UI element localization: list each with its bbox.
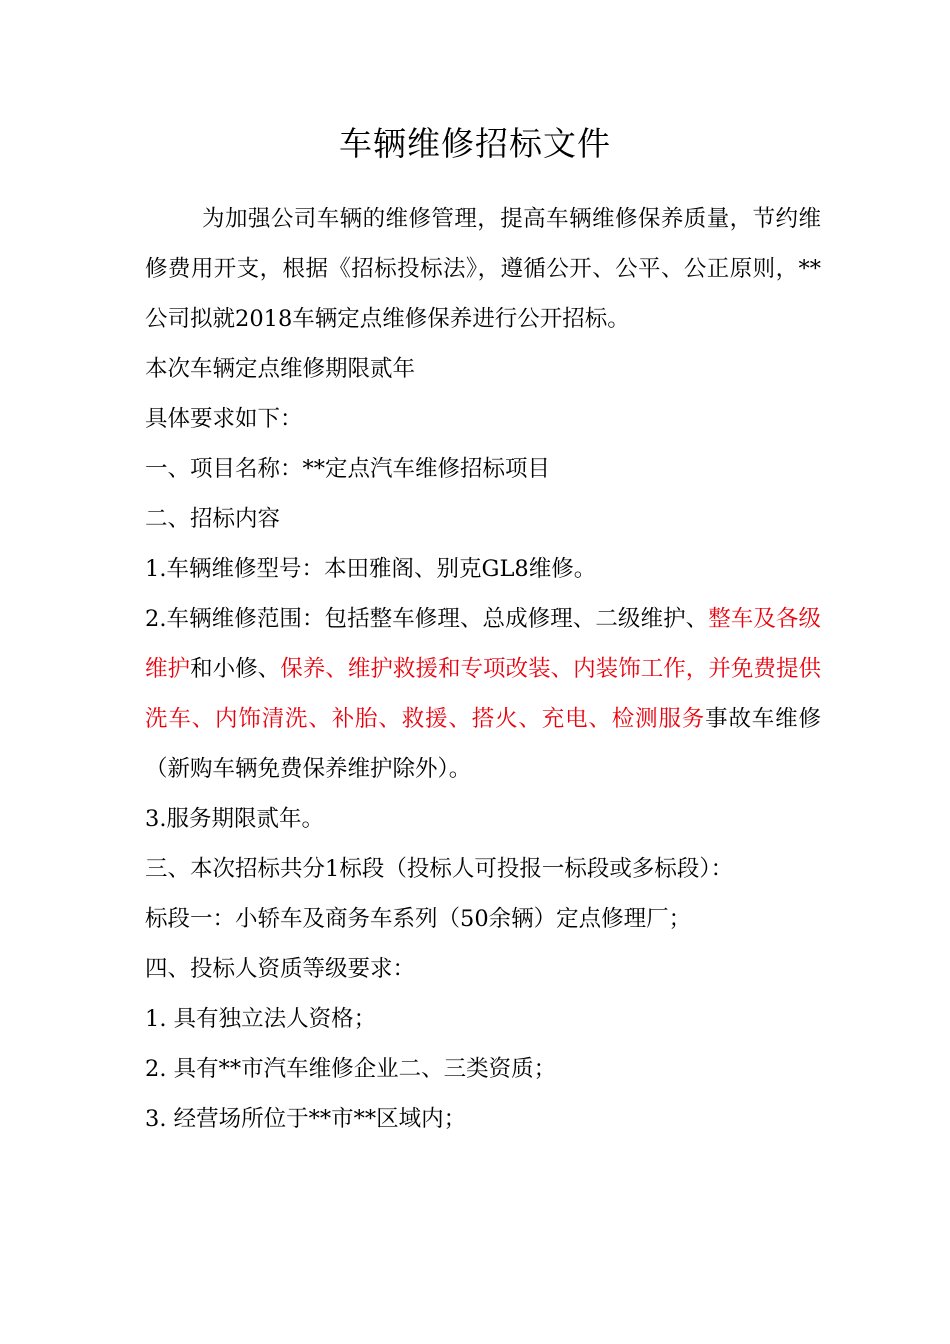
section-4-heading: 四、投标人资质等级要求： — [145, 956, 416, 982]
scope-highlight-maintenance: 整车及各级维护 — [145, 606, 821, 682]
section-3-lots: 三、本次招标共分1标段（投标人可投报一标段或多标段）： — [145, 856, 734, 882]
item-2-2-repair-scope — [145, 594, 821, 794]
item-4-3-location: 3. 经营场所位于**市**区域内； — [145, 1106, 467, 1132]
section-1-project-name: 一、项目名称：**定点汽车维修招标项目 — [145, 456, 551, 482]
scope-text-part5: 事故车维修（新购车辆免费保养维护除外）。 — [145, 706, 821, 782]
scope-text-part3: 和小修、 — [190, 656, 281, 682]
section-2-heading: 二、招标内容 — [145, 506, 281, 532]
requirements-lead: 具体要求如下： — [145, 406, 303, 432]
scope-highlight-services: 保养、维护救援和专项改装、内装饰工作，并免费提供洗车、内饰清洗、补胎、救援、搭火、充电、检测服务 — [145, 656, 821, 732]
document-title: 车辆维修招标文件 — [339, 124, 611, 163]
section-3-lot-1: 标段一：小轿车及商务车系列（50余辆）定点修理厂； — [145, 906, 692, 932]
document-body — [145, 194, 821, 1144]
item-2-3-service-period: 3.服务期限贰年。 — [145, 806, 324, 832]
item-2-1-vehicle-models: 1.车辆维修型号：本田雅阁、别克GL8维修。 — [145, 556, 597, 582]
item-4-2-qualification: 2. 具有**市汽车维修企业二、三类资质； — [145, 1056, 557, 1082]
scope-text-part1: 2.车辆维修范围：包括整车修理、总成修理、二级维护、 — [145, 606, 709, 632]
period-note: 本次车辆定点维修期限贰年 — [145, 356, 416, 382]
item-4-1-legal-entity: 1. 具有独立法人资格； — [145, 1006, 377, 1032]
intro-paragraph: 为加强公司车辆的维修管理，提高车辆维修保养质量，节约维修费用开支，根据《招标投标法》，遵循公开、公平、公正原则，**公司拟就2018车辆定点维修保养进行公开招标。 — [145, 206, 821, 332]
